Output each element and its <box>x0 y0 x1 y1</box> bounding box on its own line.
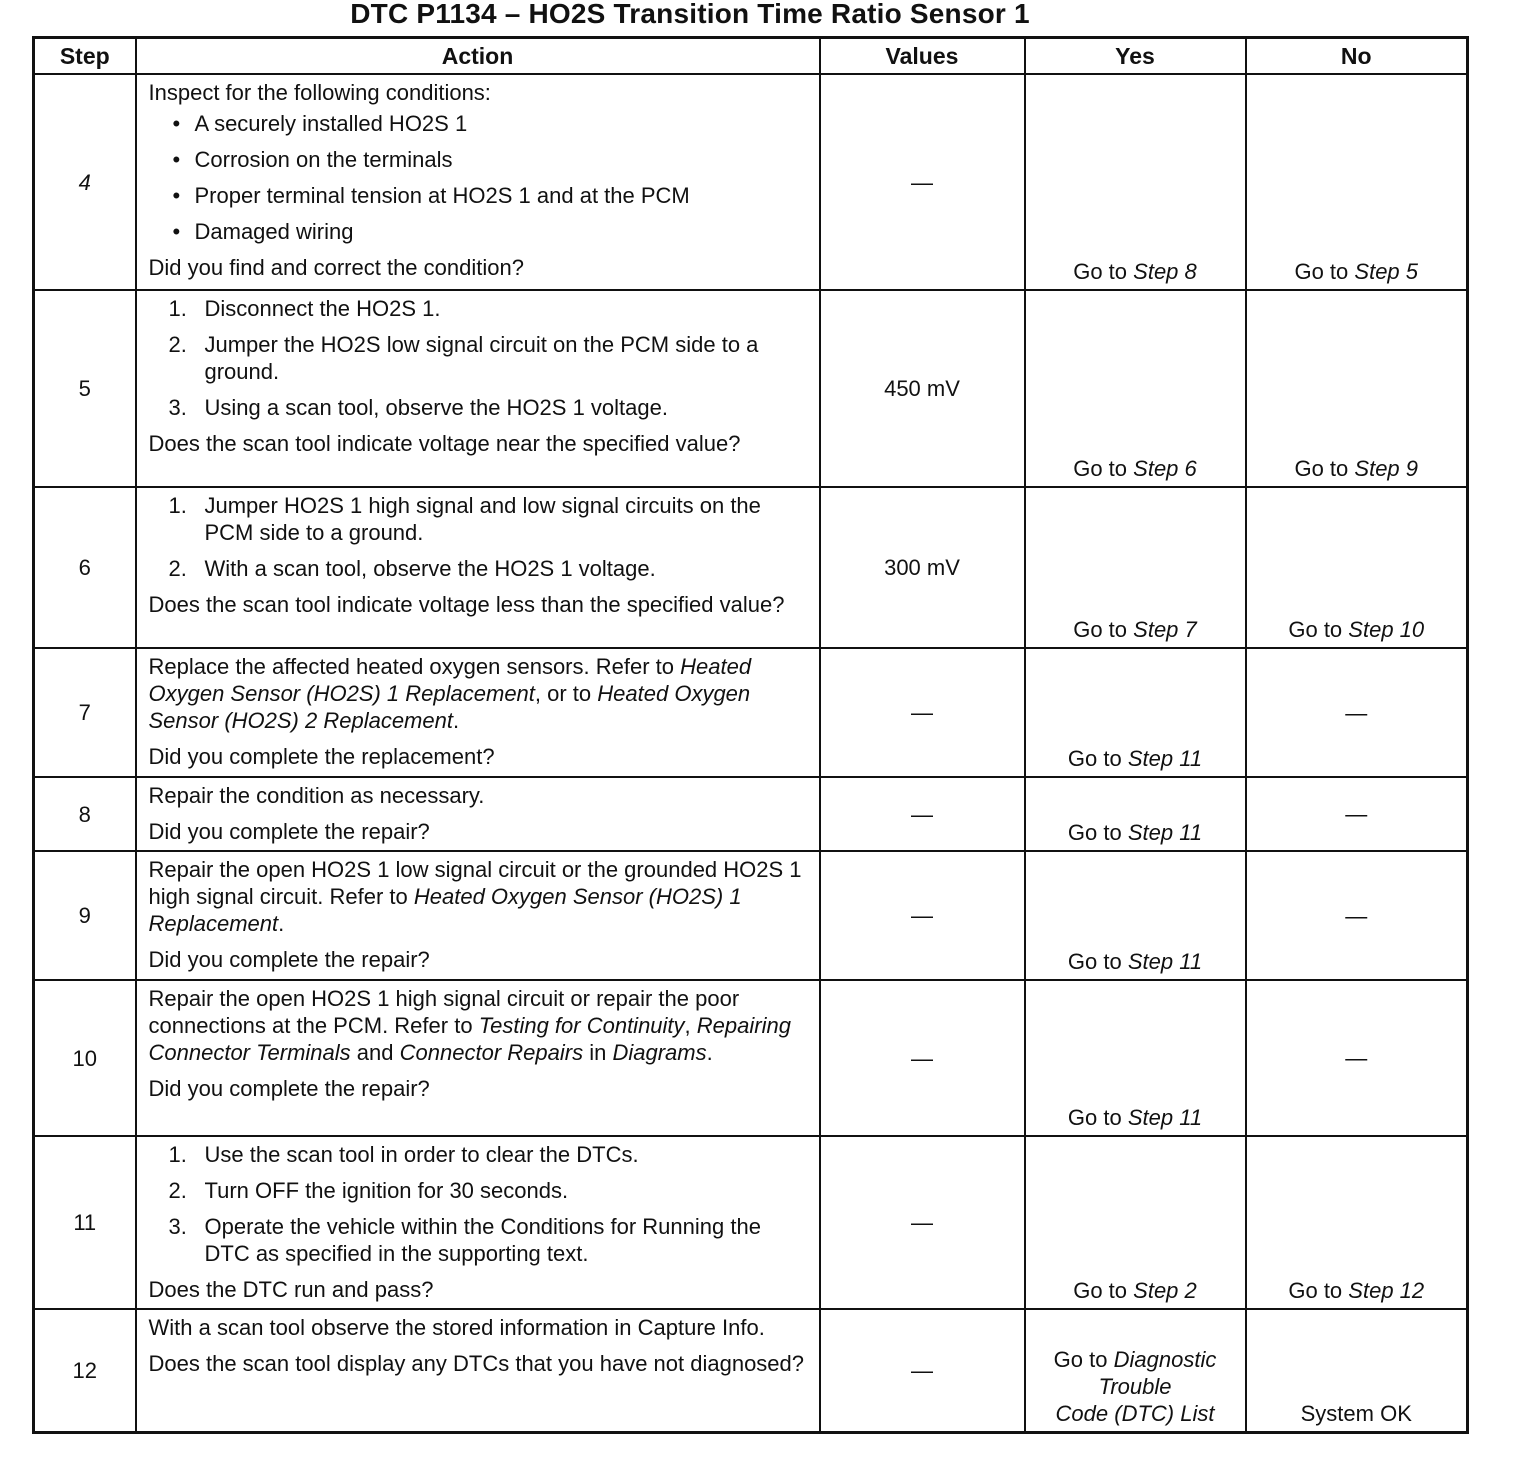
action-cell <box>136 777 820 851</box>
yes-cell: Go to Step 11 <box>1025 851 1246 980</box>
yes-cell: Go to Step 7 <box>1025 487 1246 648</box>
action-question: Did you complete the repair? <box>148 947 430 972</box>
list-item: 1. Use the scan tool in order to clear the DTCs. <box>168 1142 639 1167</box>
header-values: Values <box>820 38 1025 75</box>
action-text: Repair the open HO2S 1 low signal circuit or the grounded HO2S 1 high signal circuit. Refer to Heated Oxygen Sensor (HO2S) 1 Replacement. <box>148 857 802 936</box>
no-cell: — <box>1246 980 1468 1136</box>
table-row <box>34 74 1468 290</box>
step-number: 4 <box>34 74 136 290</box>
action-cell <box>136 74 820 290</box>
value-cell: 450 mV <box>820 290 1025 487</box>
action-cell <box>136 290 820 487</box>
header-row <box>34 38 1468 75</box>
value-cell: 300 mV <box>820 487 1025 648</box>
value-cell: — <box>820 777 1025 851</box>
table-row <box>34 851 1468 980</box>
table-row <box>34 648 1468 777</box>
step-number: 12 <box>34 1309 136 1433</box>
table-row <box>34 777 1468 851</box>
no-cell: — <box>1246 648 1468 777</box>
action-cell <box>136 1136 820 1309</box>
value-cell: — <box>820 1309 1025 1433</box>
yes-cell: Go to Step 6 <box>1025 290 1246 487</box>
action-cell <box>136 1309 820 1433</box>
yes-cell: Go to Step 11 <box>1025 648 1246 777</box>
no-cell: — <box>1246 777 1468 851</box>
action-text: With a scan tool observe the stored information in Capture Info. <box>148 1315 765 1340</box>
table-row <box>34 1136 1468 1309</box>
yes-cell: Go to Step 11 <box>1025 777 1246 851</box>
no-cell: Go to Step 12 <box>1246 1136 1468 1309</box>
step-number: 9 <box>34 851 136 980</box>
no-cell: System OK <box>1246 1309 1468 1433</box>
table-row <box>34 290 1468 487</box>
list-item: • Damaged wiring <box>173 218 809 245</box>
list-item: • Corrosion on the terminals <box>173 146 809 173</box>
action-cell <box>136 980 820 1136</box>
list-item: 1. Disconnect the HO2S 1. <box>168 296 441 321</box>
dtc-table <box>32 36 1469 1434</box>
yes-cell: Go to Diagnostic Trouble Code (DTC) List <box>1025 1309 1246 1433</box>
step-number: 5 <box>34 290 136 487</box>
action-cell <box>136 648 820 777</box>
table-row <box>34 487 1468 648</box>
no-cell: Go to Step 5 <box>1246 74 1468 290</box>
numbered-list <box>149 295 809 421</box>
step-number: 11 <box>34 1136 136 1309</box>
list-item: 2. Jumper the HO2S low signal circuit on the PCM side to a ground. <box>168 332 759 384</box>
action-question: Does the scan tool display any DTCs that you have not diagnosed? <box>148 1351 805 1376</box>
value-cell: — <box>820 1136 1025 1309</box>
step-number: 10 <box>34 980 136 1136</box>
no-cell: Go to Step 9 <box>1246 290 1468 487</box>
step-number: 7 <box>34 648 136 777</box>
list-item: • Proper terminal tension at HO2S 1 and at the PCM <box>173 182 809 209</box>
table-row <box>34 1309 1468 1433</box>
action-text: Replace the affected heated oxygen sensors. Refer to Heated Oxygen Sensor (HO2S) 1 Replacement, or to Heated Oxygen Sensor (HO2S) 2 Replacement. <box>148 654 752 733</box>
step-number: 8 <box>34 777 136 851</box>
no-cell: Go to Step 10 <box>1246 487 1468 648</box>
action-cell <box>136 487 820 648</box>
list-item: 3. Using a scan tool, observe the HO2S 1 voltage. <box>168 395 668 420</box>
header-step: Step <box>34 38 136 75</box>
list-item: 2. Turn OFF the ignition for 30 seconds. <box>168 1178 569 1203</box>
step-number: 6 <box>34 487 136 648</box>
numbered-list <box>149 1141 809 1267</box>
value-cell: — <box>820 980 1025 1136</box>
page-title: DTC P1134 – HO2S Transition Time Ratio Sensor 1 <box>350 0 1030 29</box>
yes-cell: Go to Step 2 <box>1025 1136 1246 1309</box>
header-yes: Yes <box>1025 38 1246 75</box>
list-item: • A securely installed HO2S 1 <box>173 110 809 137</box>
list-item: 2. With a scan tool, observe the HO2S 1 voltage. <box>168 556 656 581</box>
table-row <box>34 980 1468 1136</box>
no-cell: — <box>1246 851 1468 980</box>
numbered-list <box>149 492 809 582</box>
action-question: Does the DTC run and pass? <box>148 1277 434 1302</box>
action-text: Repair the open HO2S 1 high signal circuit or repair the poor connections at the PCM. Refer to Testing for Continuity, Repairing Connector Terminals and Connector Repairs in Diagrams. <box>148 986 791 1065</box>
value-cell: — <box>820 74 1025 290</box>
action-question: Does the scan tool indicate voltage less than the specified value? <box>148 592 785 617</box>
action-text: Repair the condition as necessary. <box>148 783 485 808</box>
yes-cell: Go to Step 11 <box>1025 980 1246 1136</box>
action-text: Inspect for the following conditions: <box>148 80 491 105</box>
action-cell <box>136 851 820 980</box>
list-item: 3. Operate the vehicle within the Conditions for Running the DTC as specified in the supporting text. <box>168 1214 761 1266</box>
action-question: Did you complete the repair? <box>148 819 430 844</box>
action-question: Does the scan tool indicate voltage near the specified value? <box>148 431 741 456</box>
value-cell: — <box>820 851 1025 980</box>
action-question: Did you find and correct the condition? <box>148 255 524 280</box>
value-cell: — <box>820 648 1025 777</box>
action-question: Did you complete the repair? <box>148 1076 430 1101</box>
yes-cell: Go to Step 8 <box>1025 74 1246 290</box>
bullet-list <box>149 110 809 245</box>
header-action: Action <box>136 38 820 75</box>
list-item: 1. Jumper HO2S 1 high signal and low signal circuits on the PCM side to a ground. <box>168 493 761 545</box>
action-question: Did you complete the replacement? <box>148 744 495 769</box>
header-no: No <box>1246 38 1468 75</box>
